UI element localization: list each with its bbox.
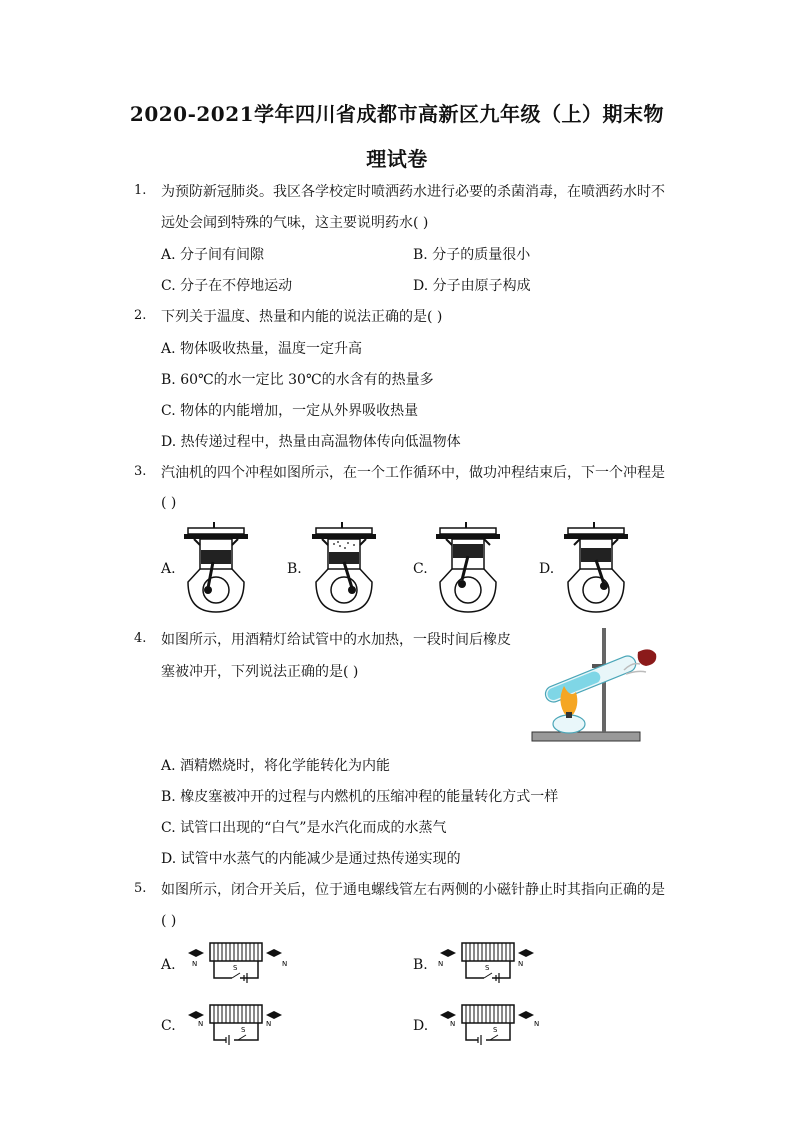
svg-text:N: N (282, 960, 288, 968)
question-1-option-d: D. 分子由原子构成 (413, 278, 531, 294)
question-3-option-d-label: D. (539, 561, 555, 577)
question-4-text-line-2: 塞被冲开，下列说法正确的是( ) (161, 664, 359, 680)
question-1-option-b: B. 分子的质量很小 (413, 247, 531, 263)
question-4-option-a: A. 酒精燃烧时，将化学能转化为内能 (161, 758, 391, 774)
svg-text:S: S (493, 1026, 498, 1034)
question-2-option-c: C. 物体的内能增加，一定从外界吸收热量 (161, 403, 419, 419)
question-5-option-c-label: C. (161, 1018, 176, 1034)
engine-stroke-b-figure (308, 522, 380, 616)
question-3-text-line-1: 汽油机的四个冲程如图所示，在一个工作循环中，做功冲程结束后，下一个冲程是 (161, 465, 665, 481)
question-4-option-d: D. 试管中水蒸气的内能减少是通过热传递实现的 (161, 851, 461, 867)
question-5-number: 5. (134, 881, 147, 896)
question-5-text-line-1: 如图所示，闭合开关后，位于通电螺线管左右两侧的小磁针静止时其指向正确的是 (161, 882, 665, 898)
exam-title-line-1: 2020-2021学年四川省成都市高新区九年级（上）期末物 (129, 102, 665, 126)
svg-text:N: N (198, 1020, 204, 1028)
question-5-text-line-2: ( ) (161, 913, 177, 929)
question-2-option-b: B. 60℃的水一定比 30℃的水含有的热量多 (161, 372, 434, 388)
question-4-text-line-1: 如图所示，用酒精灯给试管中的水加热，一段时间后橡皮 (161, 632, 511, 648)
svg-text:N: N (450, 1020, 456, 1028)
question-2-text-line-1: 下列关于温度、热量和内能的说法正确的是( ) (161, 309, 443, 325)
svg-text:N: N (518, 960, 524, 968)
question-3-option-c-label: C. (413, 561, 428, 577)
solenoid-circuit-c-figure (186, 1002, 296, 1048)
svg-text:N: N (534, 1020, 540, 1028)
question-1-option-a: A. 分子间有间隙 (161, 247, 265, 263)
question-5-option-d-label: D. (413, 1018, 429, 1034)
question-1-option-c: C. 分子在不停地运动 (161, 278, 293, 294)
question-1-text-line-1: 为预防新冠肺炎。我区各学校定时喷洒药水进行必要的杀菌消毒，在喷洒药水时不 (161, 184, 665, 200)
engine-stroke-c-figure (432, 522, 504, 616)
question-4-option-c: C. 试管口出现的“白气”是水汽化而成的水蒸气 (161, 820, 447, 836)
engine-stroke-a-figure (180, 522, 252, 616)
solenoid-circuit-b-figure (438, 940, 548, 986)
engine-stroke-d-figure (560, 522, 632, 616)
question-1-text-line-2: 远处会闻到特殊的气味，这主要说明药水( ) (161, 215, 429, 231)
question-2-option-a: A. 物体吸收热量，温度一定升高 (161, 341, 363, 357)
question-3-option-b-label: B. (287, 561, 302, 577)
question-2-option-d: D. 热传递过程中，热量由高温物体传向低温物体 (161, 434, 461, 450)
svg-text:N: N (266, 1020, 272, 1028)
question-2-number: 2. (134, 308, 147, 323)
solenoid-circuit-d-figure (438, 1002, 548, 1048)
question-3-number: 3. (134, 464, 147, 479)
question-4-option-b: B. 橡皮塞被冲开的过程与内燃机的压缩冲程的能量转化方式一样 (161, 789, 559, 805)
exam-title-line-2: 理试卷 (366, 147, 428, 171)
rubber-stopper (638, 649, 657, 666)
question-3-text-line-2: ( ) (161, 495, 177, 511)
svg-text:N: N (438, 960, 444, 968)
solenoid-circuit-a-figure (186, 940, 296, 986)
question-4-number: 4. (134, 631, 147, 646)
question-5-option-a-label: A. (161, 957, 176, 973)
question-5-option-b-label: B. (413, 957, 428, 973)
alcohol-lamp-test-tube-figure (528, 624, 666, 744)
svg-text:S: S (233, 964, 238, 972)
svg-text:S: S (485, 964, 490, 972)
question-1-number: 1. (134, 183, 147, 198)
svg-text:S: S (241, 1026, 246, 1034)
svg-text:N: N (192, 960, 198, 968)
question-3-option-a-label: A. (161, 561, 176, 577)
